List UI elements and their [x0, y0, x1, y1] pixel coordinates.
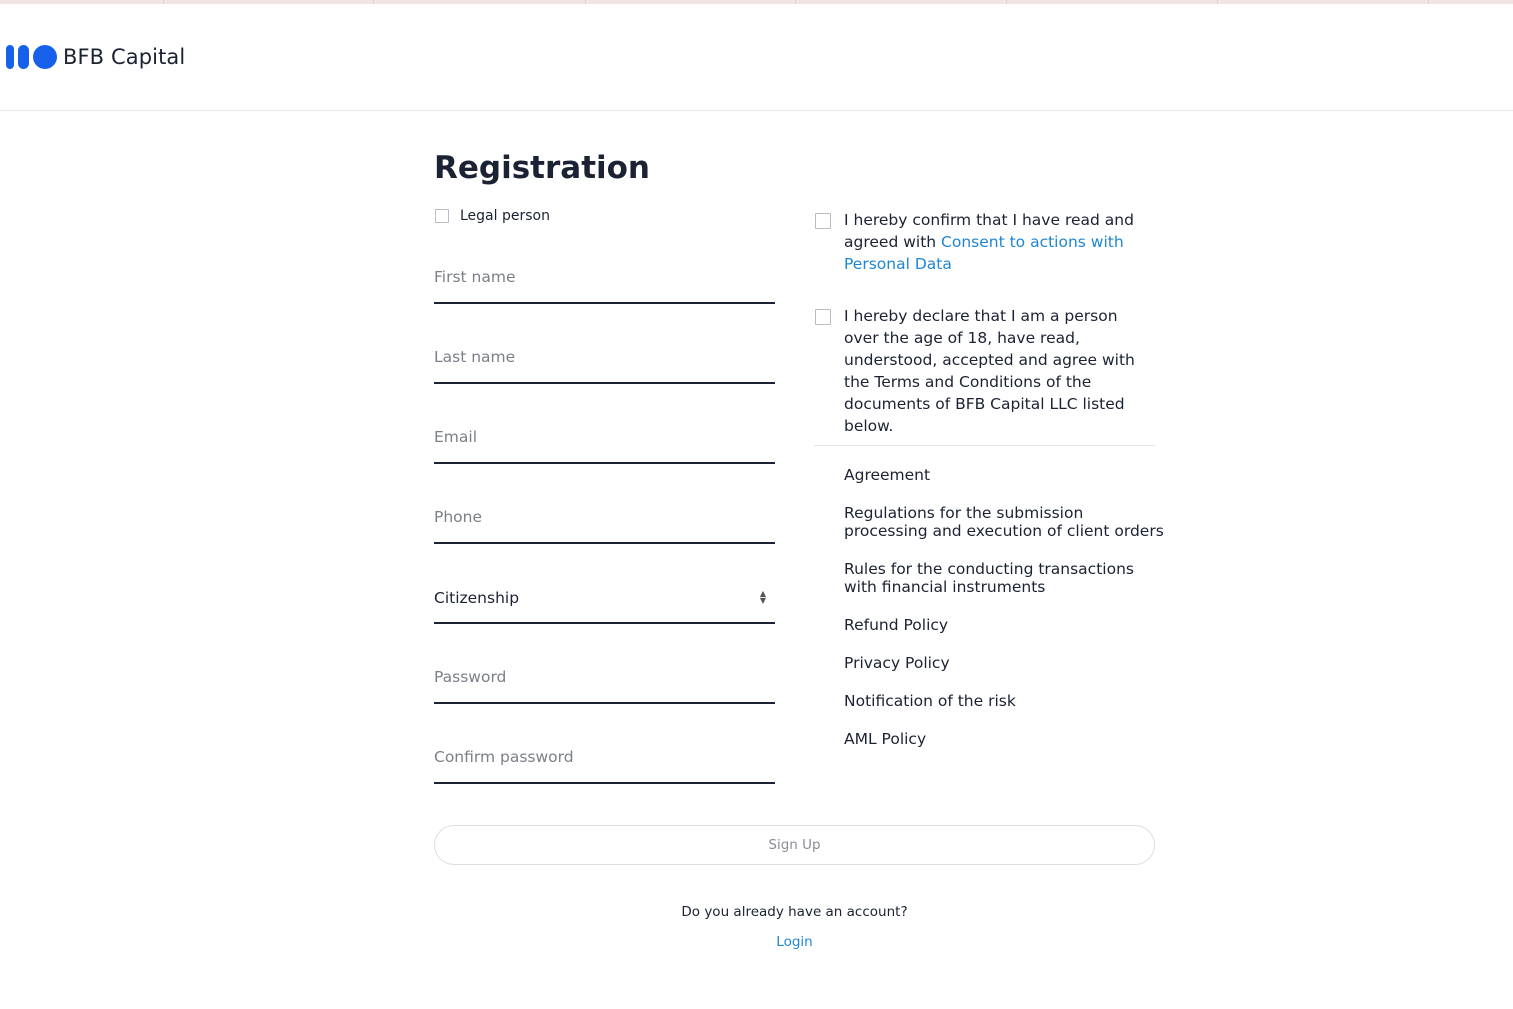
doc-link-agreement[interactable]: Agreement [844, 466, 931, 484]
phone-field [434, 496, 775, 544]
last-name-field [434, 336, 775, 384]
personal-data-consent-checkbox[interactable] [815, 213, 831, 229]
legal-person-label: Legal person [460, 208, 550, 224]
password-field [434, 656, 775, 704]
doc-link-refund-policy[interactable]: Refund Policy [844, 616, 949, 634]
password-input[interactable] [434, 668, 775, 686]
documents-divider [814, 445, 1155, 446]
age-terms-text: I hereby declare that I am a person over the age of 18, have read, understood, accepted and agree with the Terms and Conditions of the documents of BFB Capital LLC listed below. [844, 307, 1135, 435]
phone-input[interactable] [434, 508, 775, 526]
age-terms-checkbox[interactable] [815, 309, 831, 325]
doc-link-aml-policy[interactable]: AML Policy [844, 730, 927, 748]
first-name-input[interactable] [434, 268, 775, 286]
confirm-password-field [434, 736, 775, 784]
site-header [0, 4, 1513, 111]
doc-link-privacy-policy[interactable]: Privacy Policy [844, 654, 950, 672]
login-link[interactable]: Login [776, 934, 813, 950]
citizenship-value: Citizenship [434, 589, 520, 607]
last-name-input[interactable] [434, 348, 775, 366]
personal-data-consent-prefix: I hereby confirm that I have read and agreed with [844, 211, 1134, 251]
personal-data-consent-link[interactable]: Consent to actions with Personal Data [844, 233, 1124, 273]
legal-person-checkbox[interactable] [435, 209, 449, 223]
personal-data-consent-text [844, 209, 1156, 275]
sign-up-button[interactable]: Sign Up [434, 825, 1155, 865]
already-have-account-text: Do you already have an account? [681, 904, 908, 920]
doc-link-order-regulations[interactable]: Regulations for the submission processing and execution of client orders [844, 504, 1164, 540]
citizenship-select[interactable] [434, 576, 775, 624]
email-input[interactable] [434, 428, 775, 446]
doc-link-transaction-rules[interactable]: Rules for the conducting transactions with financial instruments [844, 560, 1134, 596]
logo-mark-icon [6, 44, 58, 70]
first-name-field [434, 256, 775, 304]
doc-link-risk-notification[interactable]: Notification of the risk [844, 692, 1016, 710]
brand-logo[interactable] [6, 44, 185, 70]
email-field [434, 416, 775, 464]
confirm-password-input[interactable] [434, 748, 775, 766]
select-arrows-icon: ▲ ▼ [759, 589, 766, 605]
brand-name: BFB Capital [63, 45, 186, 69]
page-title: Registration [434, 150, 651, 186]
